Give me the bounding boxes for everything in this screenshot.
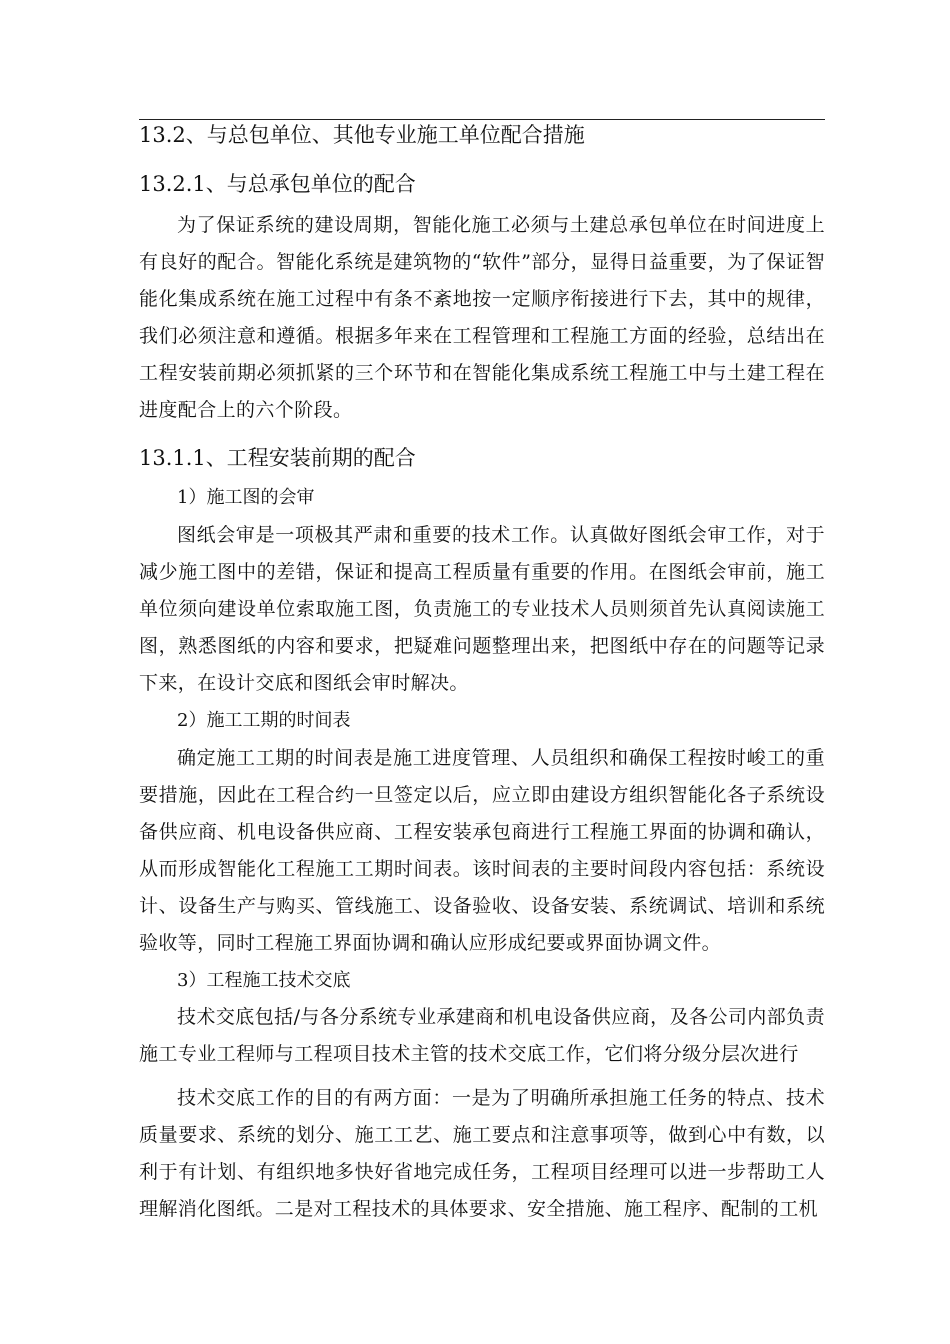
- paragraph-drawing-review: 图纸会审是一项极其严肃和重要的技术工作。认真做好图纸会审工作，对于减少施工图中的差错，保证和提高工程质量有重要的作用。在图纸会审前，施工单位须向建设单位索取施工图，负责施工的专业技术人员则须首先认真阅读施工图，熟悉图纸的内容和要求，把疑难问题整理出来，把图纸中存在的问题等记录下来，在设计交底和图纸会审时解决。: [139, 524, 825, 694]
- subsection-heading-general-contractor: 13.2.1、与总承包单位的配合: [139, 172, 416, 196]
- section-heading: 13.2、与总包单位、其他专业施工单位配合措施: [139, 123, 585, 147]
- item-title-drawing-review: 1）施工图的会审: [177, 487, 315, 508]
- item-title-technical-briefing: 3）工程施工技术交底: [177, 970, 351, 991]
- subsection-heading-pre-installation: 13.1.1、工程安装前期的配合: [139, 446, 416, 470]
- paragraph-schedule: 确定施工工期的时间表是施工进度管理、人员组织和确保工程按时峻工的重要措施，因此在工程合约一旦签定以后，应立即由建设方组织智能化各子系统设备供应商、机电设备供应商、工程安装承包商进行工程施工界面的协调和确认，从而形成智能化工程施工工期时间表。该时间表的主要时间段内容包括：系统设计、设备生产与购买、管线施工、设备验收、设备安装、系统调试、培训和系统验收等，同时工程施工界面协调和确认应形成纪要或界面协调文件。: [139, 747, 825, 954]
- paragraph-technical-briefing-purpose: 技术交底工作的目的有两方面：一是为了明确所承担施工任务的特点、技术质量要求、系统的划分、施工工艺、施工要点和注意事项等，做到心中有数，以利于有计划、有组织地多快好省地完成任务，工程项目经理可以进一步帮助工人理解消化图纸。二是对工程技术的具体要求、安全措施、施工程序、配制的工机: [139, 1087, 825, 1220]
- paragraph-general-contractor: 为了保证系统的建设周期，智能化施工必须与土建总承包单位在时间进度上有良好的配合。智能化系统是建筑物的“软件”部分，显得日益重要，为了保证智能化集成系统在施工过程中有条不紊地按一定顺序衔接进行下去，其中的规律，我们必须注意和遵循。根据多年来在工程管理和工程施工方面的经验，总结出在工程安装前期必须抓紧的三个环节和在智能化集成系统工程施工中与土建工程在进度配合上的六个阶段。: [139, 214, 825, 421]
- header-rule: [139, 119, 825, 120]
- item-title-schedule: 2）施工工期的时间表: [177, 710, 351, 731]
- paragraph-technical-briefing-scope: 技术交底包括/与各分系统专业承建商和机电设备供应商，及各公司内部负责施工专业工程师与工程项目技术主管的技术交底工作，它们将分级分层次进行: [139, 1006, 825, 1065]
